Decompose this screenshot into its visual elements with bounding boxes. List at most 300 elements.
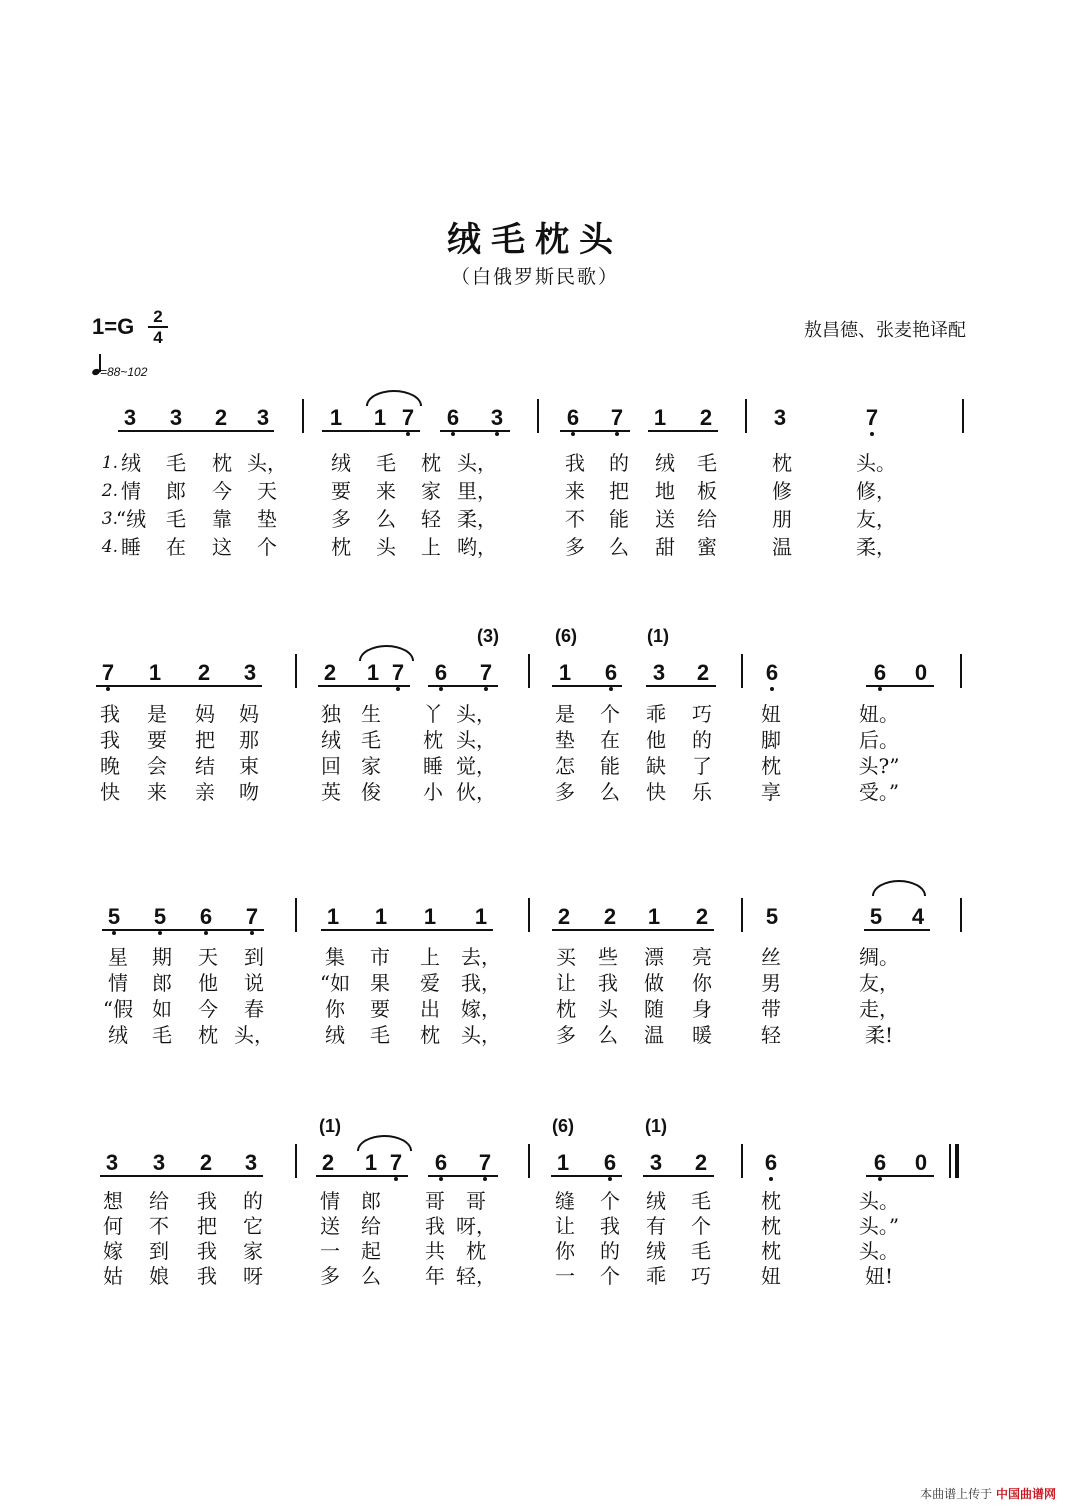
note-underline [118, 430, 274, 432]
note-underline [428, 685, 498, 687]
lyric-syllable: 娘 [149, 1264, 169, 1288]
octave-dot [571, 432, 575, 436]
lyric-syllable: 绒 [646, 1189, 666, 1213]
score-note: 0 [914, 1150, 928, 1175]
lyric-syllable: 绒 [331, 451, 351, 475]
lyric-syllable: “假 [102, 997, 134, 1021]
lyric-syllable: 垫 [257, 507, 277, 531]
lyric-line [0, 727, 1070, 753]
score-note: 7 [474, 660, 498, 686]
lyric-syllable: 毛 [166, 507, 186, 531]
lyric-syllable: 说 [244, 971, 264, 995]
score-note: 1 [148, 660, 162, 685]
lyric-syllable: 枕 [466, 1239, 486, 1263]
lyric-syllable: 来 [376, 479, 396, 503]
lyric-syllable: 温 [772, 535, 792, 559]
note-underline [866, 1175, 934, 1177]
score-note: 3 [169, 405, 183, 430]
lyric-syllable: 垫 [555, 728, 575, 752]
lyric-syllable: 家 [421, 479, 441, 503]
translator-credit: 敖昌德、张麦艳译配 [804, 320, 966, 341]
octave-dot [484, 687, 488, 691]
lyric-syllable: 枕 [556, 997, 576, 1021]
lyric-syllable: 毛 [361, 728, 381, 752]
lyric-syllable: 哥 [466, 1189, 486, 1213]
lyric-syllable: 绒 [121, 451, 141, 475]
score-note: 7 [384, 1150, 408, 1176]
score-note: 0 [914, 660, 928, 685]
lyric-syllable: 星 [108, 945, 128, 969]
lyric-syllable: 我 [197, 1239, 217, 1263]
lyric-syllable: 不 [149, 1214, 169, 1238]
lyric-syllable: 多 [320, 1264, 340, 1288]
note-underline [552, 929, 714, 931]
lyric-line [0, 970, 1070, 996]
lyric-syllable: 晚 [100, 754, 120, 778]
lyric-syllable: 小 [423, 780, 443, 804]
score-note: 2 [321, 1150, 335, 1175]
score-note: 1 [556, 1150, 570, 1175]
note-underline [643, 1175, 714, 1177]
lyric-line [0, 506, 1070, 532]
octave-dot [451, 432, 455, 436]
lyric-syllable: 到 [149, 1239, 169, 1263]
lyric-syllable: 我 [598, 971, 618, 995]
barline [960, 898, 962, 932]
lyric-syllable: 缺 [646, 754, 666, 778]
score-note: 1 [326, 904, 340, 929]
lyric-syllable: 睡 [423, 754, 443, 778]
octave-dot [394, 1177, 398, 1181]
lyric-line [0, 1263, 1070, 1289]
lyric-syllable: 我 [100, 728, 120, 752]
lyric-syllable: 轻 [761, 1023, 781, 1047]
lyric-syllable: 带 [761, 997, 781, 1021]
lyric-syllable: 今 [198, 997, 218, 1021]
score-note: 6 [868, 660, 892, 686]
lyric-syllable: 绒 [108, 1023, 128, 1047]
score-note: 7 [473, 1150, 497, 1176]
score-note: 1 [474, 904, 488, 929]
octave-dot [608, 1177, 612, 1181]
lyric-syllable: 起 [361, 1239, 381, 1263]
barline [741, 654, 743, 688]
score-note: 2 [197, 660, 211, 685]
lyric-syllable: 享 [761, 780, 781, 804]
lyric-syllable: 枕 [198, 1023, 218, 1047]
lyric-syllable: 头 [598, 997, 618, 1021]
lyric-syllable: 头， [457, 451, 497, 475]
score-note: 3 [652, 660, 666, 685]
alternate-note: (3) [477, 626, 499, 646]
lyric-syllable: 送 [655, 507, 675, 531]
lyric-syllable: 来 [565, 479, 585, 503]
lyric-syllable: 绒 [325, 1023, 345, 1047]
note-underline [440, 430, 510, 432]
lyric-syllable: 头。 [859, 1189, 899, 1213]
barline [537, 399, 539, 433]
score-note: 3 [243, 660, 257, 685]
alternate-note: (1) [319, 1116, 341, 1136]
lyric-syllable: 毛 [152, 1023, 172, 1047]
lyric-syllable: 绒 [655, 451, 675, 475]
lyric-syllable: 么 [376, 507, 396, 531]
barline [528, 898, 530, 932]
barline [295, 1144, 297, 1178]
lyric-syllable: 枕 [772, 451, 792, 475]
lyric-syllable: 郎 [166, 479, 186, 503]
lyric-syllable: 束 [239, 754, 259, 778]
lyric-syllable: 头， [456, 702, 496, 726]
lyric-syllable: 巧 [692, 702, 712, 726]
octave-dot [106, 687, 110, 691]
lyric-syllable: 个 [600, 1189, 620, 1213]
note-underline [321, 929, 493, 931]
lyric-syllable: 你 [555, 1239, 575, 1263]
score-note: 3 [123, 405, 137, 430]
lyric-syllable: 是 [555, 702, 575, 726]
lyric-syllable: 郎 [361, 1189, 381, 1213]
lyric-syllable: 去， [461, 945, 501, 969]
lyric-syllable: 毛 [697, 451, 717, 475]
score-note: 7 [386, 660, 410, 686]
lyric-syllable: 英 [321, 780, 341, 804]
song-title: 绒毛枕头 [447, 220, 623, 260]
lyric-syllable: 何 [103, 1214, 123, 1238]
lyric-syllable: 个 [691, 1214, 711, 1238]
score-system [0, 1116, 1070, 1310]
lyric-syllable: 身 [692, 997, 712, 1021]
lyric-syllable: 头， [461, 1023, 501, 1047]
barline [741, 898, 743, 932]
lyric-syllable: 他 [198, 971, 218, 995]
lyric-syllable: 不 [565, 507, 585, 531]
lyric-syllable: 能 [609, 507, 629, 531]
octave-dot [878, 687, 882, 691]
barline [528, 1144, 530, 1178]
lyric-syllable: 送 [320, 1214, 340, 1238]
lyric-syllable: 轻， [456, 1264, 496, 1288]
lyric-syllable: 一 [320, 1239, 340, 1263]
note-underline [102, 929, 264, 931]
lyric-syllable: 果 [370, 971, 390, 995]
lyric-syllable: 春 [244, 997, 264, 1021]
lyric-syllable: 给 [149, 1189, 169, 1213]
lyric-syllable: 枕 [212, 451, 232, 475]
octave-dot [396, 687, 400, 691]
lyric-syllable: 出 [420, 997, 440, 1021]
lyric-syllable: 柔! [864, 1023, 894, 1047]
lyric-syllable: 能 [600, 754, 620, 778]
score-note: 2 [214, 405, 228, 430]
lyric-syllable: 修 [772, 479, 792, 503]
lyric-syllable: 靠 [212, 507, 232, 531]
lyric-syllable: 枕 [420, 1023, 440, 1047]
lyric-syllable: 爱 [420, 971, 440, 995]
score-system [0, 904, 1070, 1064]
tempo-text: =88~102 [100, 365, 148, 379]
octave-dot [769, 1177, 773, 1181]
lyric-syllable: 我 [565, 451, 585, 475]
note-underline [560, 430, 630, 432]
note-underline [866, 685, 934, 687]
lyric-syllable: 多 [565, 535, 585, 559]
score-note: 1 [374, 904, 388, 929]
lyric-syllable: 给 [361, 1214, 381, 1238]
lyric-syllable: 他 [646, 728, 666, 752]
lyric-syllable: 哟， [457, 535, 497, 559]
octave-dot [112, 931, 116, 935]
octave-dot [250, 931, 254, 935]
lyric-syllable: 集 [325, 945, 345, 969]
note-underline [864, 929, 930, 931]
lyric-syllable: 枕 [423, 728, 443, 752]
lyric-syllable: 枕 [761, 754, 781, 778]
lyric-syllable: 亮 [692, 945, 712, 969]
score-note: 6 [868, 1150, 892, 1176]
lyric-syllable: 毛 [691, 1189, 711, 1213]
lyric-line [0, 701, 1070, 727]
score-note: 5 [148, 904, 172, 930]
lyric-syllable: 如 [152, 997, 172, 1021]
lyric-syllable: 俊 [361, 780, 381, 804]
lyric-syllable: 随 [644, 997, 664, 1021]
octave-dot [770, 687, 774, 691]
lyric-syllable: 毛 [691, 1239, 711, 1263]
note-underline [96, 685, 262, 687]
score-note: 3 [256, 405, 270, 430]
lyric-syllable: 甜 [655, 535, 675, 559]
lyric-syllable: 个 [600, 702, 620, 726]
lyric-line [0, 1188, 1070, 1214]
score-system [0, 405, 1070, 565]
lyric-syllable: 觉， [456, 754, 496, 778]
lyric-syllable: 多 [555, 780, 575, 804]
lyric-syllable: “如 [319, 971, 351, 995]
score-note: 6 [429, 1150, 453, 1176]
note-underline [316, 1175, 408, 1177]
lyric-syllable: 走， [859, 997, 899, 1021]
note-underline [648, 430, 718, 432]
lyric-syllable: 睡 [121, 535, 141, 559]
lyric-syllable: 乖 [646, 1264, 666, 1288]
lyric-syllable: 头 [376, 535, 396, 559]
lyric-syllable: 毛 [166, 451, 186, 475]
footer-brand: 中国曲谱网 [995, 1487, 1056, 1501]
score-note: 2 [695, 904, 709, 929]
lyric-syllable: 一 [555, 1264, 575, 1288]
lyric-syllable: 家 [361, 754, 381, 778]
lyric-syllable: 地 [655, 479, 675, 503]
score-note: 6 [429, 660, 453, 686]
lyric-syllable: 毛 [376, 451, 396, 475]
lyric-syllable: 个 [257, 535, 277, 559]
lyric-syllable: 那 [239, 728, 259, 752]
lyric-syllable: 友， [856, 507, 896, 531]
lyric-syllable: 我 [197, 1264, 217, 1288]
score-note: 3 [485, 405, 509, 431]
score-note: 6 [598, 1150, 622, 1176]
note-underline [318, 685, 410, 687]
lyric-syllable: 期 [152, 945, 172, 969]
lyric-syllable: 么 [609, 535, 629, 559]
score-note: 1 [647, 904, 661, 929]
time-signature [148, 308, 168, 346]
lyric-syllable: 市 [370, 945, 390, 969]
lyric-syllable: 结 [195, 754, 215, 778]
final-barline-thin [949, 1144, 951, 1178]
lyric-syllable: 朋 [772, 507, 792, 531]
time-signature-denominator: 4 [153, 328, 163, 347]
lyric-syllable: “绒 [115, 507, 147, 531]
lyric-syllable: 嫁 [103, 1239, 123, 1263]
lyric-syllable: 缝 [555, 1189, 575, 1213]
lyric-syllable: 的 [243, 1189, 263, 1213]
lyric-syllable: 想 [103, 1189, 123, 1213]
alternate-note: (6) [552, 1116, 574, 1136]
lyric-syllable: 让 [555, 1214, 575, 1238]
score-note: 2 [603, 904, 617, 929]
alternate-note: (1) [647, 626, 669, 646]
alternate-note: (1) [645, 1116, 667, 1136]
verse-number: 4. [101, 537, 118, 557]
lyric-syllable: 家 [243, 1239, 263, 1263]
lyric-syllable: 它 [243, 1214, 263, 1238]
note-underline [322, 430, 420, 432]
tie-arc [366, 390, 422, 406]
lyric-syllable: 来 [147, 780, 167, 804]
note-underline [551, 1175, 622, 1177]
lyric-syllable: 头， [456, 728, 496, 752]
score-note: 1 [373, 405, 387, 430]
lyric-line [0, 779, 1070, 805]
lyric-syllable: 回 [321, 754, 341, 778]
lyric-syllable: 头。” [858, 1214, 900, 1238]
lyric-syllable: 要 [370, 997, 390, 1021]
lyric-syllable: 伙， [456, 780, 496, 804]
lyric-syllable: 快 [100, 780, 120, 804]
octave-dot [870, 432, 874, 436]
lyric-syllable: 后。 [859, 728, 899, 752]
lyric-syllable: 我 [425, 1214, 445, 1238]
octave-dot [878, 1177, 882, 1181]
lyric-syllable: 头?” [858, 754, 900, 778]
lyric-syllable: 哥 [425, 1189, 445, 1213]
lyric-syllable: 妞 [761, 702, 781, 726]
octave-dot [204, 931, 208, 935]
lyric-syllable: 你 [692, 971, 712, 995]
lyric-syllable: 柔， [457, 507, 497, 531]
tie-arc [359, 645, 414, 661]
score-note: 2 [323, 660, 337, 685]
lyric-syllable: 年 [425, 1264, 445, 1288]
lyric-syllable: 把 [195, 728, 215, 752]
octave-dot [439, 1177, 443, 1181]
lyric-line [0, 1022, 1070, 1048]
score-note: 2 [694, 1150, 708, 1175]
octave-dot [439, 687, 443, 691]
lyric-syllable: 乖 [646, 702, 666, 726]
lyric-syllable: 情 [108, 971, 128, 995]
lyric-syllable: 绒 [646, 1239, 666, 1263]
final-barline-thick [955, 1144, 959, 1178]
lyric-syllable: 要 [147, 728, 167, 752]
lyric-syllable: 蜜 [697, 535, 717, 559]
score-note: 3 [649, 1150, 663, 1175]
score-note: 7 [605, 405, 629, 431]
lyric-syllable: 是 [147, 702, 167, 726]
lyric-syllable: 你 [325, 997, 345, 1021]
lyric-syllable: 在 [166, 535, 186, 559]
alternate-note: (6) [555, 626, 577, 646]
site-footer [920, 1485, 1056, 1502]
score-note: 1 [653, 405, 667, 430]
lyric-syllable: 柔， [856, 535, 896, 559]
lyric-syllable: 把 [609, 479, 629, 503]
lyric-syllable: 给 [697, 507, 717, 531]
score-note: 5 [102, 904, 126, 930]
lyric-syllable: 温 [644, 1023, 664, 1047]
octave-dot [158, 931, 162, 935]
score-note: 6 [441, 405, 465, 431]
lyric-line [0, 944, 1070, 970]
score-note: 4 [911, 904, 925, 929]
barline [528, 654, 530, 688]
lyric-syllable: 枕 [761, 1239, 781, 1263]
lyric-line [0, 450, 1070, 476]
lyric-syllable: 绸。 [859, 945, 899, 969]
lyric-syllable: 绒 [321, 728, 341, 752]
score-note: 2 [199, 1150, 213, 1175]
lyric-syllable: 轻 [421, 507, 441, 531]
score-note: 5 [869, 904, 883, 929]
song-subtitle: （白俄罗斯民歌） [450, 266, 619, 288]
lyric-syllable: 我 [100, 702, 120, 726]
score-note: 6 [599, 660, 623, 686]
score-note: 6 [194, 904, 218, 930]
score-note: 3 [244, 1150, 258, 1175]
tie-arc [357, 1135, 412, 1151]
lyric-syllable: 要 [331, 479, 351, 503]
lyric-syllable: 姑 [103, 1264, 123, 1288]
score-note: 3 [152, 1150, 166, 1175]
score-note: 2 [696, 660, 710, 685]
lyric-syllable: 些 [598, 945, 618, 969]
note-underline [552, 685, 622, 687]
lyric-syllable: 枕 [331, 535, 351, 559]
lyric-syllable: 怎 [555, 754, 575, 778]
lyric-line [0, 1238, 1070, 1264]
lyric-line [0, 1213, 1070, 1239]
octave-dot [495, 432, 499, 436]
lyric-syllable: 丫 [423, 702, 443, 726]
lyric-syllable: 呀， [456, 1214, 496, 1238]
footer-prefix: 本曲谱上传于 [920, 1487, 993, 1501]
lyric-syllable: 么 [598, 1023, 618, 1047]
score-note: 7 [396, 405, 420, 431]
lyric-syllable: 快 [646, 780, 666, 804]
lyric-syllable: 妞! [864, 1264, 894, 1288]
lyric-syllable: 板 [697, 479, 717, 503]
lyric-syllable: 郎 [152, 971, 172, 995]
lyric-syllable: 乐 [692, 780, 712, 804]
lyric-syllable: 巧 [691, 1264, 711, 1288]
note-underline [646, 685, 716, 687]
lyric-syllable: 有 [646, 1214, 666, 1238]
score-note: 1 [366, 660, 380, 685]
score-note: 7 [860, 405, 884, 431]
lyric-syllable: 我 [600, 1214, 620, 1238]
